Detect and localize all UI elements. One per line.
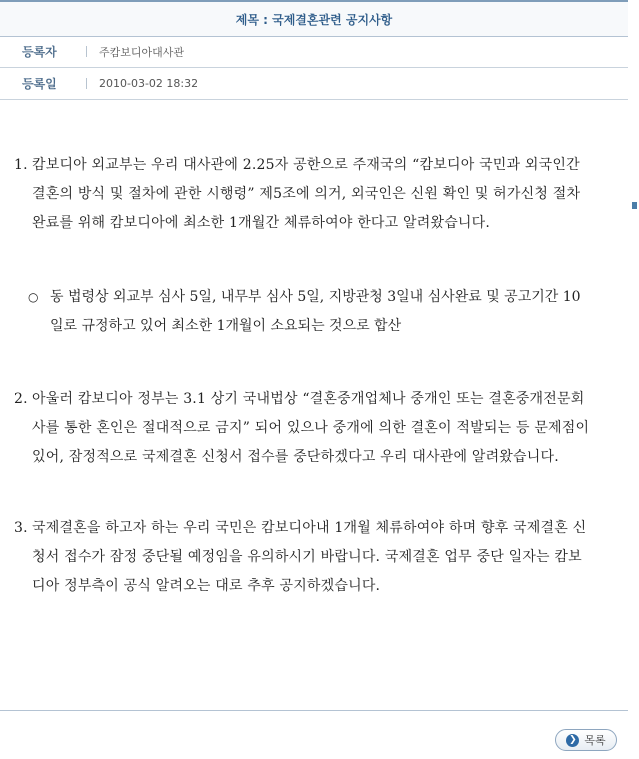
- paragraph-number: 1.: [14, 157, 28, 173]
- notice-body: [0, 101, 628, 710]
- circle-bullet-icon: ○: [28, 290, 39, 304]
- paragraph-text: 아울러 캄보디아 정부는 3.1 상기 국내법상 “결혼중개업체나 중개인 또는 결혼중개전문회사를 통한 혼인은 절대적으로 금지” 되어 있으나 중개에 의한 결혼이 적발되는 등 문제점이 있어, 잠정적으로 국제결혼 신청서 접수를 중단하겠다고 우리 대사관에 알려왔습니다.: [32, 391, 590, 465]
- author-value: 주캄보디아대사관: [99, 45, 185, 59]
- divider: [86, 78, 87, 89]
- paragraph-number: 2.: [14, 391, 28, 407]
- paragraph-number: 3.: [14, 520, 28, 536]
- sub-item-text: 동 법령상 외교부 심사 5일, 내무부 심사 5일, 지방관청 3일내 심사완료 및 공고기간 10일로 규정하고 있어 최소한 1개월이 소요되는 것으로 합산: [50, 289, 581, 334]
- author-row: [0, 36, 628, 68]
- paragraph-2: [14, 385, 594, 472]
- paragraph-3: [14, 514, 594, 601]
- divider: [86, 46, 87, 57]
- list-button-label: 목록: [584, 734, 606, 747]
- author-label: 등록자: [22, 45, 57, 59]
- notice-title-bar: [0, 0, 628, 37]
- date-row: [0, 68, 628, 100]
- notice-title: 제목 : 국제결혼관련 공지사항: [235, 12, 393, 27]
- sub-item: [28, 283, 594, 341]
- chevron-right-icon: ❯: [566, 734, 579, 747]
- date-value: 2010-03-02 18:32: [99, 77, 199, 90]
- paragraph-1: [14, 151, 594, 238]
- footer-divider: [0, 710, 628, 711]
- paragraph-text: 국제결혼을 하고자 하는 우리 국민은 캄보디아내 1개월 체류하여야 하며 향후 국제결혼 신청서 접수가 잠정 중단될 예정임을 유의하시기 바랍니다. 국제결혼 업무 중단 일자는 캄보디아 정부측이 공식 알려오는 대로 추후 공지하겠습니다.: [32, 520, 587, 594]
- scroll-marker: [632, 202, 637, 209]
- date-label: 등록일: [22, 77, 57, 91]
- list-button[interactable]: [555, 729, 617, 751]
- paragraph-text: 캄보디아 외교부는 우리 대사관에 2.25자 공한으로 주재국의 “캄보디아 국민과 외국인간 결혼의 방식 및 절차에 관한 시행령” 제5조에 의거, 외국인은 신원 확인 및 허가신청 절차 완료를 위해 캄보디아에 최소한 1개월간 체류하여야 한다고 알려왔습니다.: [32, 157, 581, 231]
